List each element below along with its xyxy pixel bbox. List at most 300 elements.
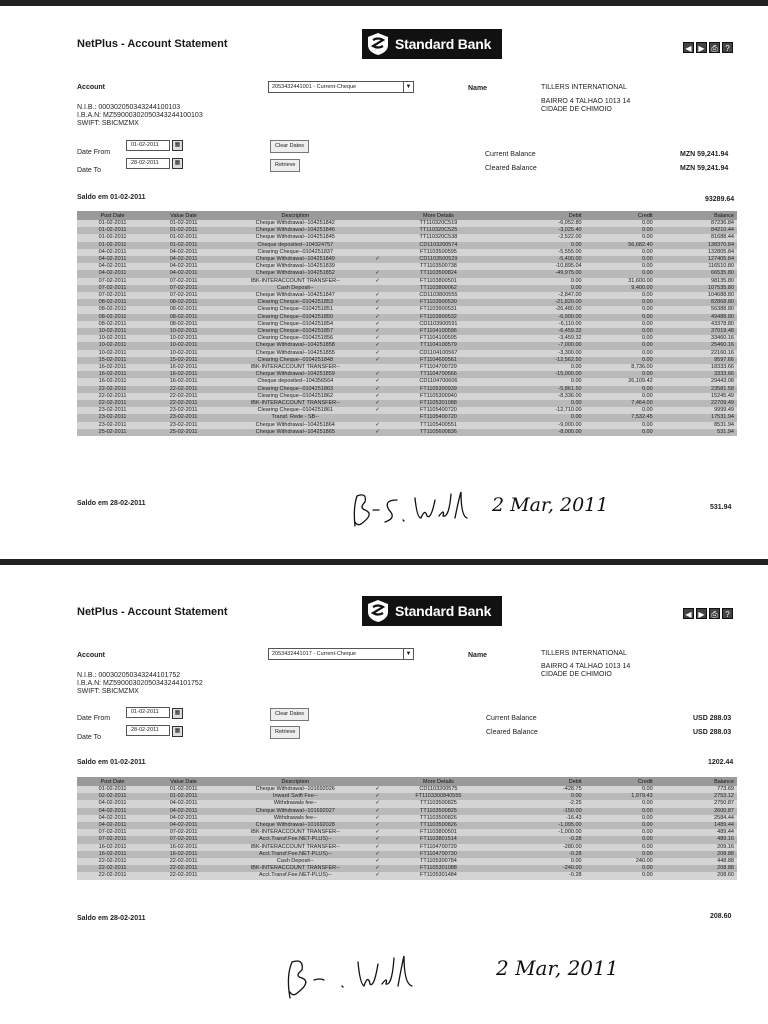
cell-post-date: 08-02-2011 [77,321,148,328]
cell-debit: 0.00 [493,278,584,285]
cell-value-date: 10-02-2011 [148,350,219,357]
table-row[interactable] [77,220,737,227]
cell-post-date: 04-02-2011 [77,808,148,815]
table-row[interactable] [77,800,737,807]
table-row[interactable] [77,299,737,306]
cell-post-date: 01-02-2011 [77,227,148,234]
check-mark-icon: ✓ [371,786,383,793]
column-header-value-date[interactable]: Value Date [148,777,219,786]
cell-debit: -5,555.00 [493,249,584,256]
cell-post-date: 22-02-2011 [77,858,148,865]
cell-credit: 0.00 [585,350,656,357]
cell-credit: 0.00 [585,314,656,321]
closing-balance-value: 531.94 [710,504,732,511]
bank-logo [362,29,502,59]
cell-credit: 0.00 [585,829,656,836]
retrieve-button[interactable]: Retrieve [270,159,300,172]
calendar-icon[interactable]: ▦ [172,708,183,719]
cell-description: Cheque Withdrawal--104251839 [219,263,371,270]
cell-value-date: 16-02-2011 [148,378,219,385]
cell-value-date: 01-02-2011 [148,227,219,234]
table-row[interactable] [77,350,737,357]
cell-balance: 56388.80 [656,306,737,313]
cell-post-date: 10-02-2011 [77,335,148,342]
cell-balance: 84210.44 [656,227,737,234]
cell-more-details: CD1103900591 [384,321,494,328]
cell-post-date: 08-02-2011 [77,306,148,313]
cell-credit: 0.00 [585,263,656,270]
table-row[interactable] [77,285,737,292]
cell-credit: 0.00 [585,422,656,429]
check-mark-icon: ✓ [371,858,383,865]
cell-description: Cheque Withdrawal--104251852 [219,270,371,277]
date-from-input[interactable]: 01-02-2011 [126,707,170,718]
cell-credit: 7,464.00 [585,400,656,407]
check-mark-icon: ✓ [371,844,383,851]
current-balance-value: USD 288.03 [693,715,732,722]
cell-credit: 1,979.43 [585,793,656,800]
clear-dates-button[interactable]: Clear Dates [270,708,309,721]
table-row[interactable] [77,278,737,285]
table-row[interactable] [77,292,737,299]
cell-post-date: 04-02-2011 [77,800,148,807]
column-header-description[interactable]: Description [219,777,371,786]
cell-credit: 0.00 [585,306,656,313]
cell-more-details: CD1103200574 [384,242,494,249]
table-row[interactable] [77,306,737,313]
cell-credit: 0.00 [585,872,656,879]
table-row[interactable] [77,328,737,335]
cell-balance: 33460.16 [656,335,737,342]
cell-credit: 0.00 [585,836,656,843]
cell-value-date: 22-02-2011 [148,400,219,407]
check-mark-icon: ✓ [371,836,383,843]
current-balance-label: Current Balance [486,715,537,722]
cell-balance: 87236.84 [656,220,737,227]
nib-number: N.I.B.: 000302050343244101752 [77,672,181,679]
cell-debit: 0.00 [493,378,584,385]
cell-credit: 0.00 [585,227,656,234]
table-row[interactable] [77,378,737,385]
table-row[interactable] [77,314,737,321]
cell-post-date: 01-02-2011 [77,242,148,249]
account-label: Account [77,84,105,91]
cell-description: Cheque Withdrawal--104251847 [219,292,371,299]
table-row[interactable] [77,872,737,879]
cell-debit: -150.00 [493,808,584,815]
cell-credit: 0.00 [585,299,656,306]
table-row[interactable] [77,407,737,414]
check-mark-icon: ✓ [371,808,383,815]
cell-more-details: CD1103200575 [384,786,494,793]
column-header-description[interactable]: Description [219,211,371,220]
check-mark-icon: ✓ [371,793,383,800]
check-mark-icon [371,242,383,249]
forward-icon[interactable]: ▶ [696,42,707,53]
cell-more-details: TT1103500825 [384,800,494,807]
check-mark-icon: ✓ [371,422,383,429]
cell-debit: -6,459.32 [493,328,584,335]
cell-value-date: 16-02-2011 [148,844,219,851]
cell-more-details: TT1105600836 [384,429,494,436]
cell-value-date: 23-02-2011 [148,407,219,414]
cell-value-date: 04-02-2011 [148,822,219,829]
table-row[interactable] [77,321,737,328]
forward-icon[interactable]: ▶ [696,608,707,619]
table-row[interactable] [77,829,737,836]
date-to-input[interactable]: 28-02-2011 [126,725,170,736]
table-row[interactable] [77,357,737,364]
help-icon[interactable]: ? [722,608,733,619]
cleared-balance-label: Cleared Balance [486,729,538,736]
cell-credit: 9,400.00 [585,285,656,292]
cell-debit: 0.00 [493,858,584,865]
cell-value-date: 10-02-2011 [148,342,219,349]
cell-debit: -16.43 [493,815,584,822]
cell-balance: 2600.87 [656,808,737,815]
cell-post-date: 01-02-2011 [77,234,148,241]
table-row[interactable] [77,227,737,234]
logo-text: Standard Bank [395,36,492,52]
swift-code: SWIFT: SBICMZMX [77,688,139,695]
check-mark-icon: ✓ [371,400,383,407]
cell-debit: -0.28 [493,836,584,843]
table-row[interactable] [77,414,737,421]
table-row[interactable] [77,865,737,872]
toolbar-icons [683,42,733,53]
cell-value-date: 04-02-2011 [148,270,219,277]
cell-credit: 0.00 [585,292,656,299]
cell-credit: 0.00 [585,429,656,436]
date-to-label: Date To [77,734,101,741]
column-header-post-date[interactable]: Post Date [77,777,148,786]
iban-number: I.B.A.N: MZ59000302050343244100103 [77,112,203,119]
cell-more-details: FT1105300940 [384,393,494,400]
customer-name: TILLERS INTERNATIONAL [541,84,627,91]
transactions-body [77,786,737,880]
table-row[interactable] [77,234,737,241]
cell-post-date: 16-02-2011 [77,371,148,378]
cell-balance: 208.88 [656,851,737,858]
cell-credit: 26,109.42 [585,378,656,385]
check-mark-icon: ✓ [371,393,383,400]
date-to-label: Date To [77,167,101,174]
cell-post-date: 25-02-2011 [77,429,148,436]
column-header-credit[interactable]: Credit [585,777,656,786]
table-row[interactable] [77,263,737,270]
cell-value-date: 01-02-2011 [148,786,219,793]
cell-credit: 0.00 [585,335,656,342]
cell-post-date: 22-02-2011 [77,400,148,407]
check-mark-icon: ✓ [371,851,383,858]
check-mark-icon: ✓ [371,386,383,393]
cell-post-date: 07-02-2011 [77,285,148,292]
cell-debit: 0.00 [493,400,584,407]
cell-value-date: 07-02-2011 [148,292,219,299]
cell-credit: 31,600.00 [585,278,656,285]
nib-number: N.I.B.: 000302050343244100103 [77,104,181,111]
column-header-more-details[interactable]: More Details [384,211,494,220]
print-icon[interactable]: ⎙ [709,608,720,619]
cell-credit: 0.00 [585,371,656,378]
cell-more-details: FT1105301088 [384,400,494,407]
cell-post-date: 16-02-2011 [77,844,148,851]
cell-balance: 138370.84 [656,242,737,249]
cell-debit: -2,847.00 [493,292,584,299]
cell-more-details: FT1103900531 [384,306,494,313]
cell-debit: -6,052.80 [493,220,584,227]
table-row[interactable] [77,836,737,843]
column-header-post-date[interactable]: Post Date [77,211,148,220]
cell-description: IBK-INTERACCOUNT TRANSFER-- [219,364,371,371]
customer-address-line1: BAIRRO 4 TALHAO 1013 14 [541,663,631,670]
cell-post-date: 22-02-2011 [77,865,148,872]
cell-debit: 0.00 [493,285,584,292]
page-separator [0,559,768,565]
cell-value-date: 16-02-2011 [148,371,219,378]
cell-description: Cheque Withdrawal--104251859 [219,371,371,378]
cell-more-details: FT1103900532 [384,314,494,321]
cell-debit: -428.75 [493,786,584,793]
cell-more-details: TT110320C519 [384,220,494,227]
table-row[interactable] [77,422,737,429]
cell-debit: 0.00 [493,414,584,421]
cell-value-date: 04-02-2011 [148,263,219,270]
table-row[interactable] [77,335,737,342]
table-row[interactable] [77,386,737,393]
table-row[interactable] [77,342,737,349]
chevron-down-icon: ▼ [403,649,413,659]
column-header-balance[interactable]: Balance [656,777,737,786]
table-row[interactable] [77,429,737,436]
check-mark-icon: ✓ [371,815,383,822]
cell-description: Transf. Rede - SB-- [219,414,371,421]
table-row[interactable] [77,270,737,277]
cell-value-date: 22-02-2011 [148,386,219,393]
check-mark-icon: ✓ [371,321,383,328]
cell-debit: -12,562.50 [493,357,584,364]
check-mark-icon [371,364,383,371]
cell-more-details: FT1105300939 [384,386,494,393]
calendar-icon[interactable]: ▦ [172,140,183,151]
cell-value-date: 22-02-2011 [148,872,219,879]
column-header-balance[interactable]: Balance [656,211,737,220]
cell-post-date: 08-02-2011 [77,314,148,321]
cell-post-date: 04-02-2011 [77,263,148,270]
cell-debit: -8,336.00 [493,393,584,400]
cell-balance: 9597.66 [656,357,737,364]
table-row[interactable] [77,786,737,793]
cell-balance: 208.88 [656,865,737,872]
cell-credit: 7,532.45 [585,414,656,421]
cell-description: Cheque Withdrawal--104251865 [219,429,371,436]
calendar-icon[interactable]: ▦ [172,158,183,169]
cell-post-date: 07-02-2011 [77,278,148,285]
table-row[interactable] [77,371,737,378]
cell-credit: 0.00 [585,321,656,328]
cell-debit: -15,000.00 [493,371,584,378]
page-title: NetPlus - Account Statement [77,38,228,50]
date-to-input[interactable]: 28-02-2011 [126,158,170,169]
cell-description: Cheque Withdrawal--104251855 [219,350,371,357]
cell-description: Cheque Withdrawal--101692026 [219,786,371,793]
cell-description: Cheque deposited--104356564 [219,378,371,385]
cell-value-date: 22-02-2011 [148,393,219,400]
calendar-icon[interactable]: ▦ [172,726,183,737]
cell-balance: 489.16 [656,836,737,843]
cell-value-date: 16-02-2011 [148,851,219,858]
cell-description: Cheque Withdrawal--104251858 [219,342,371,349]
cell-description: IBK-INTERACCOUNT TRANSFER-- [219,865,371,872]
column-header-debit[interactable]: Debit [493,777,584,786]
cell-value-date: 08-02-2011 [148,306,219,313]
cell-more-details: FT1105301088 [384,865,494,872]
signature-date: 2 Mar, 2011 [492,494,609,516]
cell-post-date: 04-02-2011 [77,822,148,829]
cell-balance: 208.60 [656,872,737,879]
table-row[interactable] [77,242,737,249]
cell-balance: 22160.16 [656,350,737,357]
table-row[interactable] [77,844,737,851]
cell-description: Acct.Transf.Fee.NET-PLUS)-- [219,851,371,858]
cell-value-date: 23-02-2011 [148,414,219,421]
cell-description: Cheque Withdrawal--104251845 [219,234,371,241]
cell-credit: 0.00 [585,851,656,858]
table-row[interactable] [77,400,737,407]
back-icon[interactable]: ◀ [683,42,694,53]
cell-value-date: 04-02-2011 [148,249,219,256]
cell-description: Clearing Cheque--0104251851 [219,306,371,313]
cell-balance: 107535.80 [656,285,737,292]
cell-post-date: 23-02-2011 [77,422,148,429]
cell-credit: 0.00 [585,407,656,414]
customer-address-line2: CIDADE DE CHIMOIO [541,671,612,678]
table-row[interactable] [77,256,737,263]
column-header-credit[interactable]: Credit [585,211,656,220]
check-mark-icon [371,220,383,227]
cell-debit: -3,025.40 [493,227,584,234]
cell-description: Cash Deposit-- [219,285,371,292]
transactions-table [77,777,737,880]
cell-post-date: 10-02-2011 [77,328,148,335]
cell-balance: 82868.80 [656,299,737,306]
cell-credit: 0.00 [585,342,656,349]
cell-balance: 531.94 [656,429,737,436]
cell-credit: 0.00 [585,256,656,263]
cell-credit: 0.00 [585,270,656,277]
cell-credit: 0.00 [585,234,656,241]
table-row[interactable] [77,815,737,822]
column-header-more-details[interactable]: More Details [384,777,494,786]
cell-post-date: 22-02-2011 [77,386,148,393]
cell-more-details: FT1105400720 [384,414,494,421]
table-row[interactable] [77,851,737,858]
table-row[interactable] [77,249,737,256]
cell-balance: 81688.44 [656,234,737,241]
cell-balance: 3333.66 [656,371,737,378]
chevron-down-icon: ▼ [403,82,413,92]
cell-credit: 0.00 [585,328,656,335]
check-mark-icon: ✓ [371,335,383,342]
cell-credit: 0.00 [585,357,656,364]
transactions-table [77,211,737,436]
cell-description: Clearing Cheque--0104251863 [219,386,371,393]
cell-debit: -1,000.00 [493,829,584,836]
cell-more-details: TT1103500826 [384,822,494,829]
cell-debit: -9,000.00 [493,422,584,429]
clear-dates-button[interactable]: Clear Dates [270,140,309,153]
account-select[interactable] [268,81,414,93]
cell-debit: -240.00 [493,865,584,872]
shield-logo-icon [365,598,391,624]
help-icon[interactable]: ? [722,42,733,53]
table-row[interactable] [77,822,737,829]
handwritten-signature [345,488,475,533]
cell-more-details: TT110320C525 [384,227,494,234]
retrieve-button[interactable]: Retrieve [270,726,300,739]
back-icon[interactable]: ◀ [683,608,694,619]
cell-credit: 0.00 [585,800,656,807]
cell-value-date: 16-02-2011 [148,364,219,371]
check-mark-icon [371,227,383,234]
cell-balance: 43378.80 [656,321,737,328]
cell-more-details: CD1103800555 [384,292,494,299]
table-row[interactable] [77,808,737,815]
table-header-row [77,777,737,786]
check-mark-icon: ✓ [371,407,383,414]
cell-post-date: 02-02-2011 [77,793,148,800]
cell-credit: 8,736.00 [585,364,656,371]
cell-more-details: FT1103900530 [384,299,494,306]
date-from-input[interactable]: 01-02-2011 [126,140,170,151]
table-row[interactable] [77,364,737,371]
cell-post-date: 04-02-2011 [77,270,148,277]
closing-balance-label: Saldo em 28-02-2011 [77,915,146,922]
cell-debit: 0.00 [493,793,584,800]
cell-more-details: TT1103800062 [384,285,494,292]
cell-post-date: 16-02-2011 [77,364,148,371]
account-select[interactable] [268,648,414,660]
cell-balance: 116510.80 [656,263,737,270]
cell-debit: -12,710.00 [493,407,584,414]
check-mark-icon: ✓ [371,278,383,285]
check-mark-icon: ✓ [371,872,383,879]
check-mark-icon: ✓ [371,429,383,436]
cell-value-date: 04-02-2011 [148,815,219,822]
page-title: NetPlus - Account Statement [77,606,228,618]
table-row[interactable] [77,793,737,800]
table-row[interactable] [77,393,737,400]
cell-balance: 66535.80 [656,270,737,277]
cell-more-details: FT1105301484 [384,872,494,879]
cell-description: Cheque Withdrawal--104251849 [219,256,371,263]
column-header-debit[interactable]: Debit [493,211,584,220]
table-row[interactable] [77,858,737,865]
opening-balance-label: Saldo em 01-02-2011 [77,759,146,766]
check-mark-icon: ✓ [371,306,383,313]
cell-value-date: 01-02-2011 [148,793,219,800]
column-header-value-date[interactable]: Value Date [148,211,219,220]
cell-value-date: 01-02-2011 [148,242,219,249]
cell-more-details: FT1103500595 [384,249,494,256]
cell-description: Clearing Cheque--0104251856 [219,335,371,342]
cell-balance: 17531.94 [656,414,737,421]
print-icon[interactable]: ⎙ [709,42,720,53]
cell-debit: -1,095.00 [493,822,584,829]
cell-credit: 56,682.40 [585,242,656,249]
check-mark-icon: ✓ [371,800,383,807]
cell-description: IBK-INTERACCOUNT TRANSFER-- [219,844,371,851]
